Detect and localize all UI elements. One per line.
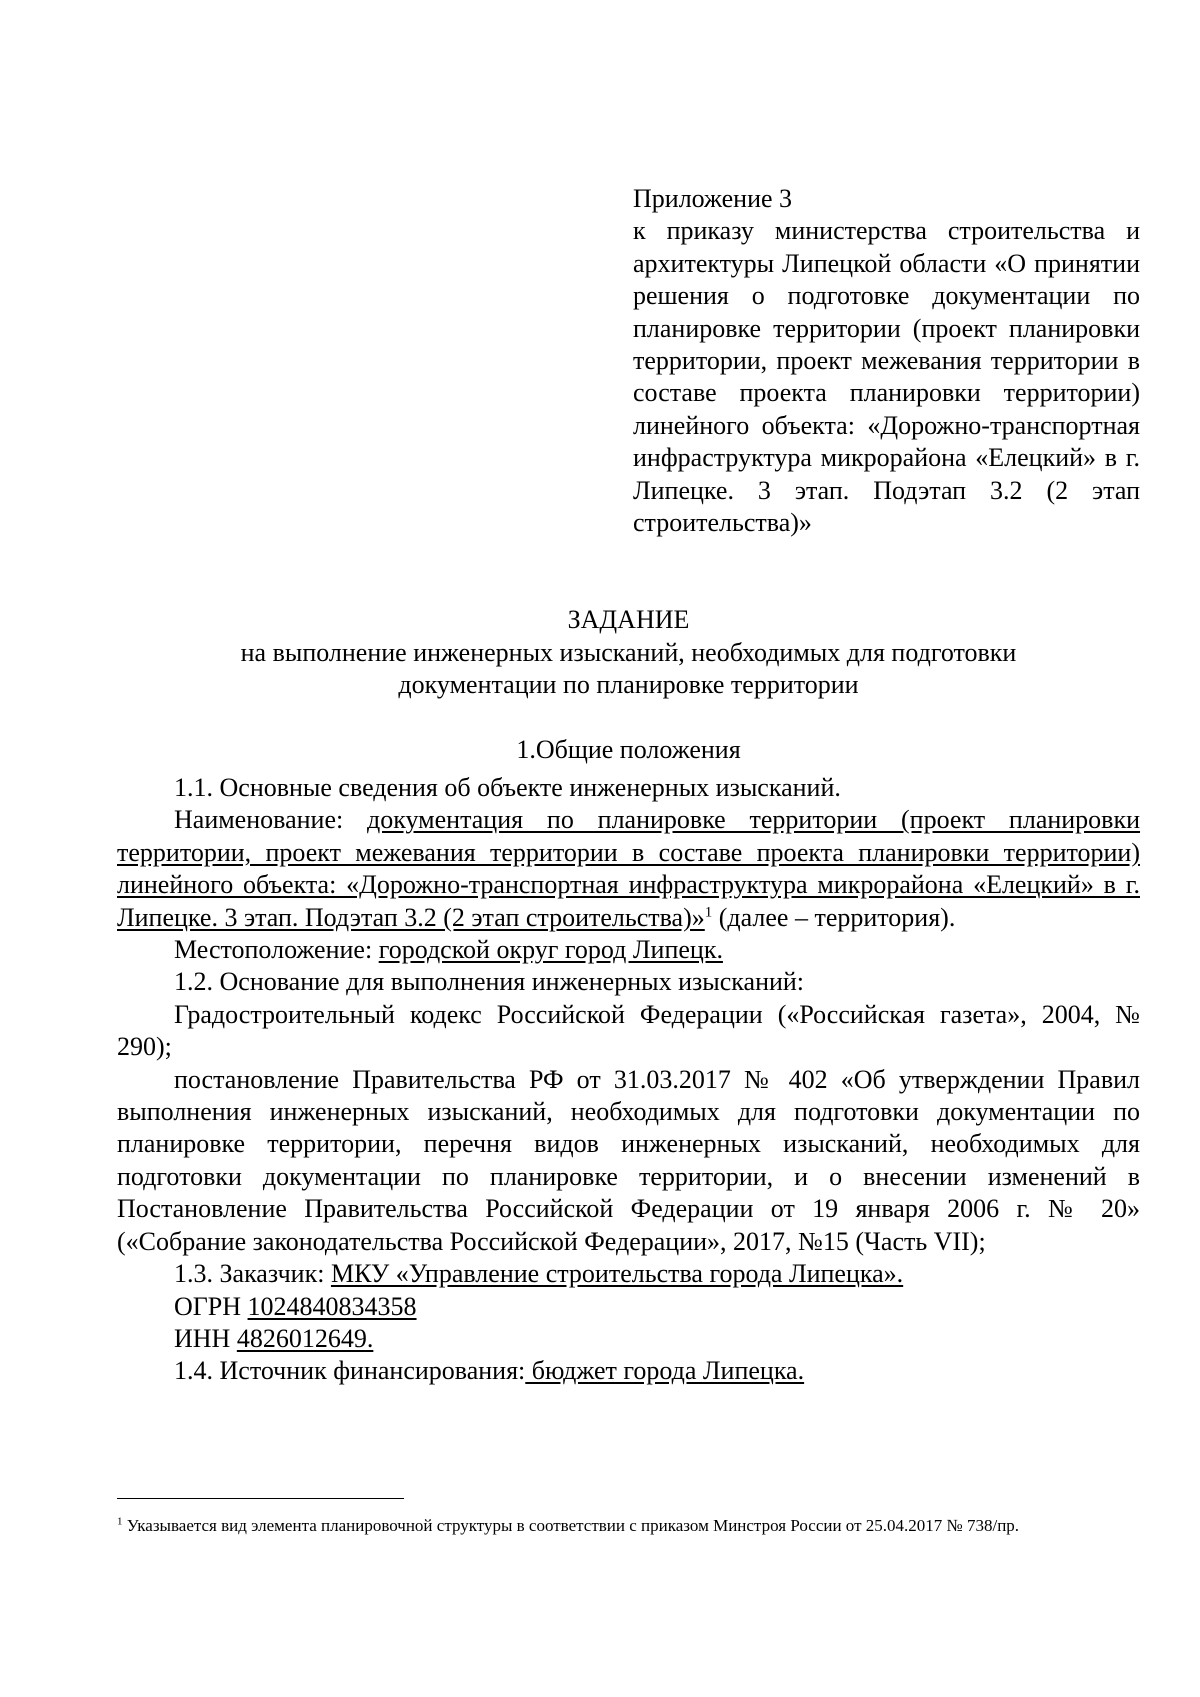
section-1-2: 1.2. Основание для выполнения инженерных изысканий: bbox=[174, 967, 805, 997]
name-label: Наименование: bbox=[174, 805, 368, 835]
task-subtitle-line2: документации по планировке территории bbox=[398, 670, 859, 699]
ogrn-value: 1024840834358 bbox=[247, 1291, 417, 1321]
section-1-1: 1.1. Основные сведения об объекте инженерных изысканий. bbox=[174, 773, 841, 802]
section-heading: 1.Общие положения bbox=[516, 734, 741, 764]
footnote-number: 1 bbox=[117, 1515, 123, 1528]
name-paragraph bbox=[117, 804, 1140, 934]
funding-paragraph bbox=[117, 1355, 1140, 1387]
spacer bbox=[117, 702, 1140, 734]
document-body bbox=[117, 772, 1140, 1388]
inn-value: 4826012649. bbox=[236, 1323, 374, 1353]
footnote-ref: 1 bbox=[704, 903, 713, 920]
location-label: Местоположение: bbox=[174, 935, 379, 965]
funding-value: бюджет города Липецка. bbox=[525, 1356, 805, 1386]
footnote-text: Указывается вид элемента планировочной структуры в соответствии с приказом Минстроя России от 25.04.2017 № 738/пр. bbox=[122, 1516, 1020, 1535]
name-value: документация по планировке территории (проект планировки территории, проект межевания территории в составе проекта планировки территории) линейного объекта: «Дорожно-транспортная инфраструктура микрорайона «Елецкий» в г. Липецке. 3 этап. Подэтап 3.2 (2 этап строительства)» bbox=[117, 805, 1141, 932]
funding-label: 1.4. Источник финансирования: bbox=[174, 1356, 526, 1386]
task-title: ЗАДАНИЕ bbox=[567, 605, 690, 634]
location-paragraph bbox=[117, 934, 1140, 966]
task-subtitle-line1: на выполнение инженерных изысканий, необходимых для подготовки bbox=[240, 637, 1017, 667]
location-value: городской округ город Липецк. bbox=[378, 935, 723, 965]
footnote bbox=[117, 1514, 1140, 1538]
footnote-divider bbox=[117, 1498, 404, 1499]
appendix-text: к приказу министерства строительства и архитектуры Липецкой области «О принятии решения о подготовке документации по планировке территории (проект планировки территории, проект межевания территории в составе проекта планировки территории) линейного объекта: «Дорожно-транспортная инфраструктура микрорайона «Елецкий» в г. Липецке. 3 этап. Подэтап 3.2 (2 этап строительства)» bbox=[633, 216, 1140, 538]
customer-paragraph bbox=[117, 1258, 1140, 1290]
customer-value: МКУ «Управление строительства города Липецка». bbox=[330, 1259, 904, 1289]
task-title-block bbox=[117, 604, 1140, 766]
basis-2: постановление Правительства РФ от 31.03.2017 № 402 «Об утверждении Правил выполнения инженерных изысканий, необходимых для подготовки документации по планировке территории, перечня видов инженерных изысканий, необходимых для подготовки документации по планировке территории, и о внесении изменений в Постановление Правительства Российской Федерации от 19 января 2006 г. № 20» («Собрание законодательства Российской Федерации», 2017, №15 (Часть VII); bbox=[117, 1064, 1140, 1256]
name-suffix: (далее – территория). bbox=[712, 902, 956, 932]
inn-paragraph bbox=[117, 1323, 1140, 1355]
customer-label: 1.3. Заказчик: bbox=[174, 1259, 331, 1289]
appendix-header bbox=[633, 183, 1140, 539]
appendix-title: Приложение 3 bbox=[633, 184, 793, 213]
ogrn-paragraph bbox=[117, 1291, 1140, 1323]
basis-1: Градостроительный кодекс Российской Федерации («Российская газета», 2004, № 290); bbox=[117, 999, 1140, 1062]
inn-label: ИНН bbox=[174, 1323, 237, 1353]
ogrn-label: ОГРН bbox=[174, 1291, 248, 1321]
